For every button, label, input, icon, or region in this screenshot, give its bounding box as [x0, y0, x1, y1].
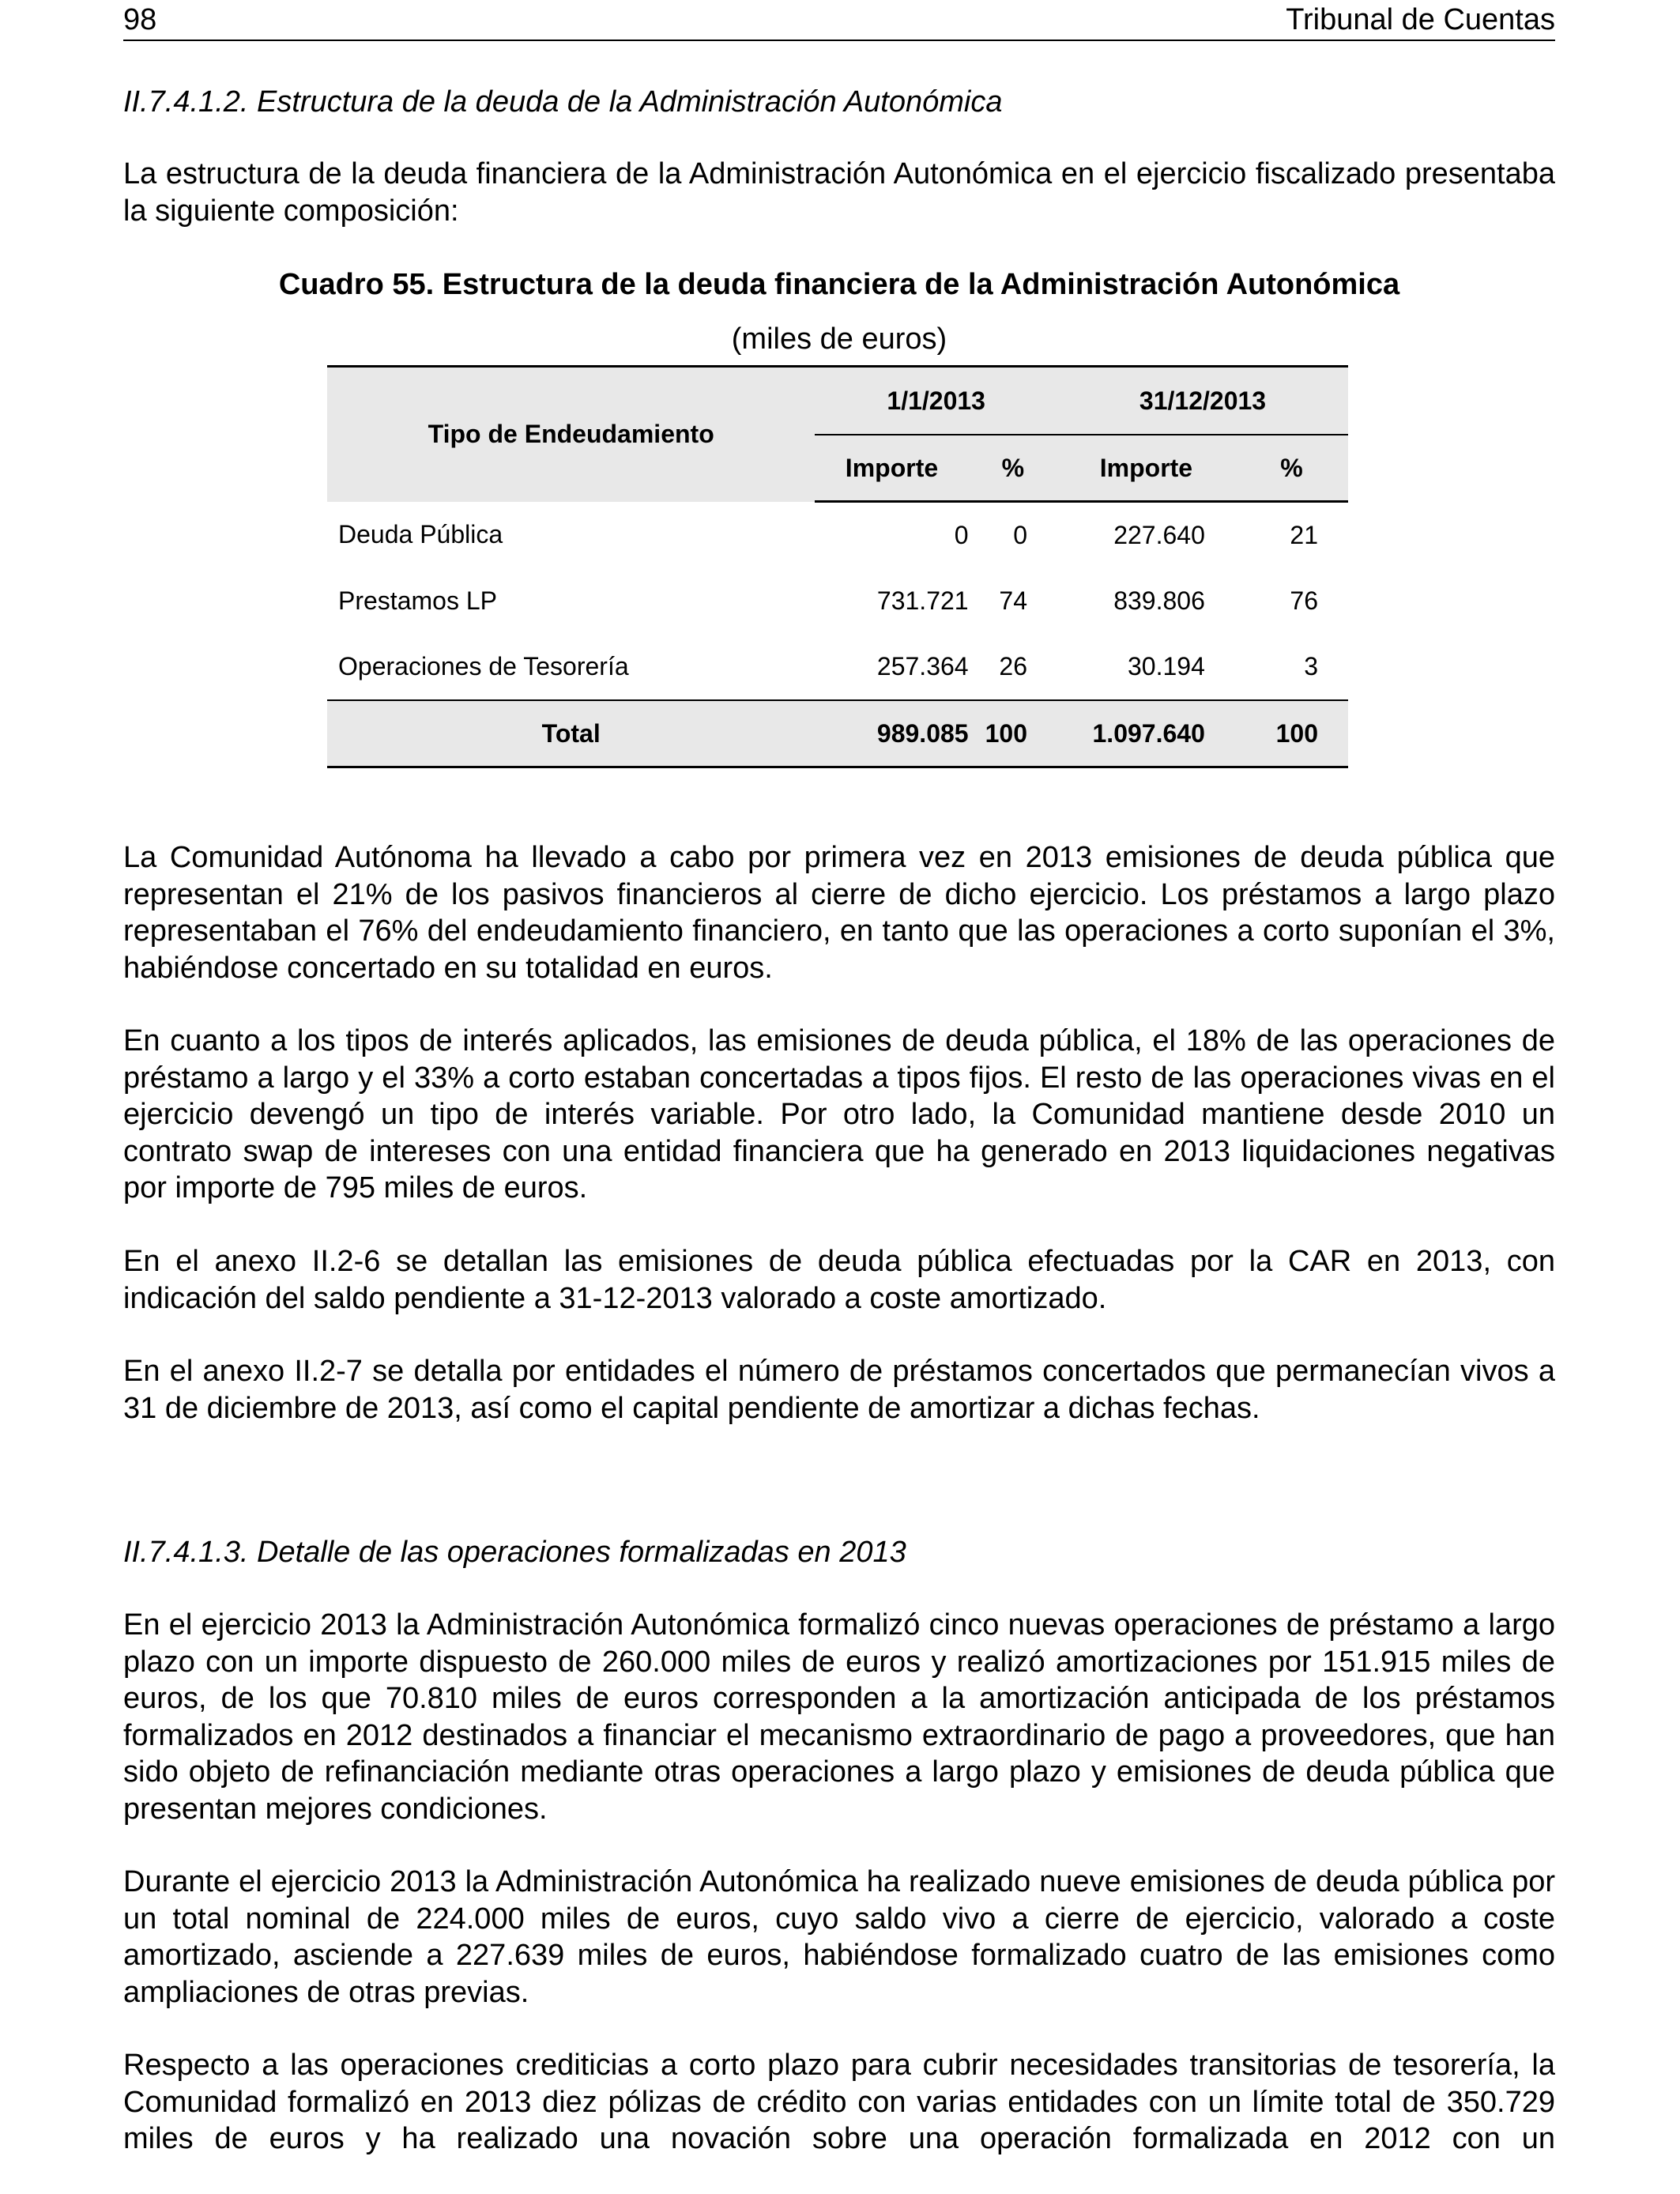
table-units: (miles de euros) — [731, 322, 947, 356]
page-header — [123, 2, 1555, 41]
cell-pct-end: 21 — [1290, 521, 1318, 549]
cell-importe-end: 839.806 — [1113, 586, 1205, 615]
page-number: 98 — [123, 3, 157, 36]
cell-pct-end: 3 — [1304, 652, 1318, 680]
cell-pct-start: 74 — [999, 586, 1027, 615]
row-label: Prestamos LP — [338, 586, 497, 615]
cell-importe-start: 0 — [954, 521, 969, 549]
table-row — [327, 634, 1348, 700]
header-date-start: 1/1/2013 — [815, 367, 1057, 435]
total-label: Total — [327, 700, 815, 767]
total-pct-end: 100 — [1235, 700, 1348, 767]
header-importe-start: Importe — [815, 435, 968, 502]
cell-pct-end: 76 — [1290, 586, 1318, 615]
header-importe-end: Importe — [1057, 435, 1235, 502]
body-paragraph: Durante el ejercicio 2013 la Administración Autonómica ha realizado nueve emisiones de deuda pública por un total nominal de 224.000 miles de euros, cuyo saldo vivo a cierre de ejercicio, valorado a coste amortizado, asciende a 227.639 miles de euros, habiéndose formalizado cuatro de las emisiones como ampliaciones de otras previas. — [123, 1865, 1555, 2009]
cell-importe-start: 731.721 — [876, 586, 969, 615]
publisher-name: Tribunal de Cuentas — [1286, 3, 1555, 36]
total-importe-end: 1.097.640 — [1057, 700, 1235, 767]
cell-importe-end: 227.640 — [1113, 521, 1205, 549]
section-heading: II.7.4.1.3. Detalle de las operaciones formalizadas en 2013 — [123, 1536, 906, 1569]
body-paragraph: En el ejercicio 2013 la Administración Autonómica formalizó cinco nuevas operaciones de préstamo a largo plazo con un importe dispuesto de 260.000 miles de euros y realizó amortizaciones por 151.915 miles de euros, de los que 70.810 miles de euros corresponden a la amortización anticipada de los préstamos formalizados en 2012 destinados a financiar el mecanismo extraordinario de pago a proveedores, que han sido objeto de refinanciación mediante otras operaciones a largo plazo y emisiones de deuda pública que presentan mejores condiciones. — [123, 1608, 1555, 1826]
header-date-end: 31/12/2013 — [1057, 367, 1348, 435]
header-tipo: Tipo de Endeudamiento — [327, 367, 815, 502]
body-paragraph: En el anexo II.2-7 se detalla por entidades el número de préstamos concertados que permanecían vivos a 31 de diciembre de 2013, así como el capital pendiente de amortizar a dichas fechas. — [123, 1355, 1555, 1425]
header-pct-start: % — [969, 435, 1057, 502]
row-label: Deuda Pública — [338, 520, 503, 549]
row-label: Operaciones de Tesorería — [338, 652, 629, 680]
total-importe-start: 989.085 — [815, 700, 968, 767]
body-paragraph: La Comunidad Autónoma ha llevado a cabo por primera vez en 2013 emisiones de deuda pública que representan el 21% de los pasivos financieros al cierre de dicho ejercicio. Los préstamos a largo plazo representaban el 76% del endeudamiento financiero, en tanto que las operaciones a corto suponían el 3%, habiéndose concertado en su totalidad en euros. — [123, 841, 1555, 985]
body-paragraph: En el anexo II.2-6 se detallan las emisiones de deuda pública efectuadas por la CAR en 2013, con indicación del saldo pendiente a 31-12-2013 valorado a coste amortizado. — [123, 1245, 1555, 1315]
debt-structure-table — [327, 365, 1348, 768]
table-total-row — [327, 700, 1348, 767]
cell-pct-start: 0 — [1013, 521, 1027, 549]
body-paragraph: Respecto a las operaciones crediticias a corto plazo para cubrir necesidades transitorias de tesorería, la Comunidad formalizó en 2013 diez pólizas de crédito con varias entidades con un límite total de 350.729 miles de euros y ha realizado una novación sobre una operación formalizada en 2012 con un — [123, 2049, 1555, 2155]
cell-importe-start: 257.364 — [876, 652, 969, 680]
cell-pct-start: 26 — [999, 652, 1027, 680]
table-row — [327, 568, 1348, 634]
section-heading: II.7.4.1.2. Estructura de la deuda de la Administración Autonómica — [123, 85, 1003, 119]
header-pct-end: % — [1235, 435, 1348, 502]
total-pct-start: 100 — [969, 700, 1057, 767]
cell-importe-end: 30.194 — [1127, 652, 1205, 680]
table-row — [327, 502, 1348, 569]
body-paragraph: En cuanto a los tipos de interés aplicados, las emisiones de deuda pública, el 18% de las operaciones de préstamo a largo y el 33% a corto estaban concertadas a tipos fijos. El resto de las operaciones vivas en el ejercicio devengó un tipo de interés variable. Por otro lado, la Comunidad mantiene desde 2010 un contrato swap de intereses con una entidad financiera que ha generado en 2013 liquidaciones negativas por importe de 795 miles de euros. — [123, 1024, 1555, 1204]
intro-paragraph: La estructura de la deuda financiera de la Administración Autonómica en el ejercicio fiscalizado presentaba la siguiente composición: — [123, 157, 1555, 228]
table-caption: Cuadro 55. Estructura de la deuda financiera de la Administración Autonómica — [278, 268, 1400, 301]
